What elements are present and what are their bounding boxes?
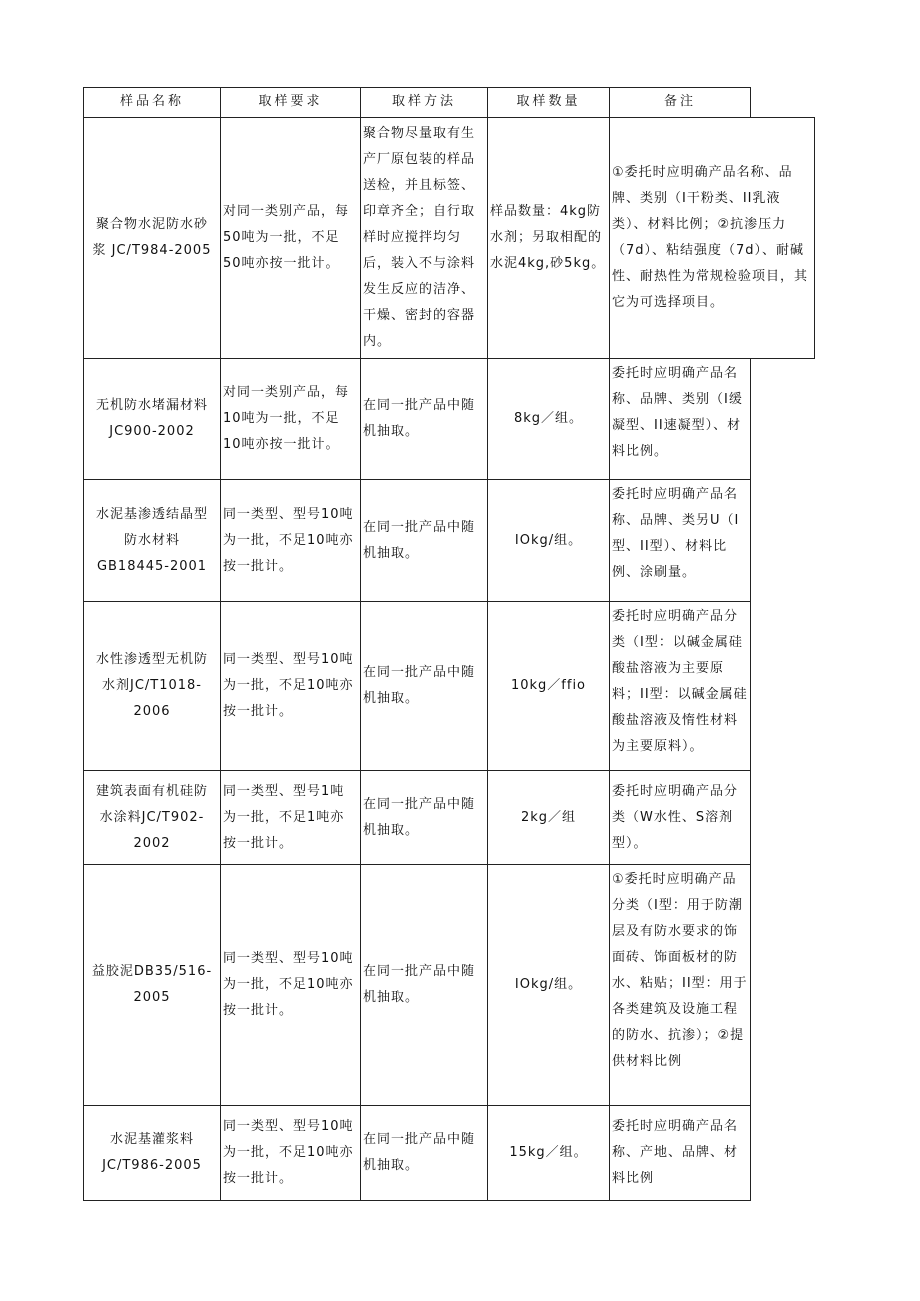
row6-remarks xyxy=(609,864,751,1106)
row2-sample-name-text: 无机防水堵漏材料JC900-2002 xyxy=(95,398,208,439)
row2-requirement-text: 对同一类别产品，每10吨为一批，不足10吨亦按一批计。 xyxy=(223,385,350,452)
header-sampling-requirement: 取样要求 xyxy=(220,87,361,118)
row1-quantity xyxy=(487,117,610,359)
row7-requirement xyxy=(220,1105,361,1201)
row1-method-text: 聚合物尽量取有生产厂原包装的样品送检，并且标签、印章齐全；自行取样时应搅拌均匀后，装入不与涂料发生反应的洁净、干燥、密封的容器内。 xyxy=(363,126,476,349)
row4-sample-name-text: 水性渗透型无机防水剂JC/T1018-2006 xyxy=(95,652,208,719)
row2-sample-name xyxy=(83,358,221,480)
row7-method xyxy=(360,1105,488,1201)
header-sample-name: 样品名称 xyxy=(83,87,221,118)
row1-method xyxy=(360,117,488,359)
row5-requirement xyxy=(220,770,361,865)
row7-method-text: 在同一批产品中随机抽取。 xyxy=(363,1132,476,1173)
row1-sample-name-text: 聚合物水泥防水砂浆 JC/T984-2005 xyxy=(92,217,212,258)
row4-quantity-text: 10kg／ffio xyxy=(510,678,587,693)
row2-method-text: 在同一批产品中随机抽取。 xyxy=(363,398,476,439)
row3-remarks xyxy=(609,479,751,602)
row6-requirement-text: 同一类型、型号10吨为一批，不足10吨亦按一批计。 xyxy=(223,951,354,1018)
row5-remarks xyxy=(609,770,751,865)
row6-method-text: 在同一批产品中随机抽取。 xyxy=(363,964,476,1005)
row6-remarks-text: ①委托时应明确产品分类（I型：用于防潮层及有防水要求的饰面砖、饰面板材的防水、粘贴；II型：用于各类建筑及设施工程的防水、抗渗）；②提供材料比例 xyxy=(612,872,748,1069)
row5-quantity xyxy=(487,770,610,865)
row3-method-text: 在同一批产品中随机抽取。 xyxy=(363,519,476,561)
row6-method xyxy=(360,864,488,1106)
row6-sample-name xyxy=(83,864,221,1106)
row3-requirement-text: 同一类型、型号10吨为一批，不足10吨亦按一批计。 xyxy=(223,506,354,574)
row3-sample-name-text: 水泥基渗透结晶型防水材料GB18445-2001 xyxy=(95,506,208,574)
row2-requirement xyxy=(220,358,361,480)
row4-remarks xyxy=(609,601,751,771)
row5-sample-name-text: 建筑表面有机硅防水涂料JC/T902-2002 xyxy=(95,783,208,851)
row4-sample-name xyxy=(83,601,221,771)
row6-quantity-text: IOkg/组。 xyxy=(514,977,583,992)
row6-requirement xyxy=(220,864,361,1106)
row1-remarks-text: ①委托时应明确产品名称、品牌、类别（I干粉类、II乳液类）、材料比例；②抗渗压力（7d）、粘结强度（7d）、耐碱性、耐热性为常规检验项目，其它为可选择项目。 xyxy=(612,165,809,310)
row5-method-text: 在同一批产品中随机抽取。 xyxy=(363,796,476,838)
header-sampling-method: 取样方法 xyxy=(360,87,488,118)
row4-method-text: 在同一批产品中随机抽取。 xyxy=(363,665,476,706)
row5-remarks-text: 委托时应明确产品分类（W水性、S溶剂型）。 xyxy=(612,783,739,851)
row7-remarks xyxy=(609,1105,751,1201)
header-remarks: 备注 xyxy=(609,87,751,118)
row4-method xyxy=(360,601,488,771)
row7-quantity-text: 15kg／组。 xyxy=(509,1145,588,1160)
row2-method xyxy=(360,358,488,480)
row6-sample-name-text: 益胶泥DB35/516-2005 xyxy=(91,964,213,1005)
row2-quantity-text: 8kg／组。 xyxy=(513,411,584,426)
row4-requirement-text: 同一类型、型号10吨为一批，不足10吨亦按一批计。 xyxy=(223,652,354,719)
row6-quantity xyxy=(487,864,610,1106)
row3-quantity xyxy=(487,479,610,602)
row3-requirement xyxy=(220,479,361,602)
row4-requirement xyxy=(220,601,361,771)
row2-remarks-text: 委托时应明确产品名称、品牌、类别（I缓凝型、II速凝型）、材料比例。 xyxy=(612,366,743,459)
row7-sample-name xyxy=(83,1105,221,1201)
row1-requirement xyxy=(220,117,361,359)
header-sampling-quantity: 取样数量 xyxy=(487,87,610,118)
row4-quantity xyxy=(487,601,610,771)
row7-sample-name-text: 水泥基灌浆料JC/T986-2005 xyxy=(102,1132,202,1173)
row1-quantity-text: 样品数量：4kg防水剂；另取相配的水泥4kg,砂5kg。 xyxy=(490,204,606,271)
row3-quantity-text: IOkg/组。 xyxy=(514,532,583,548)
row5-method xyxy=(360,770,488,865)
row7-quantity xyxy=(487,1105,610,1201)
row2-remarks xyxy=(609,358,751,480)
row5-requirement-text: 同一类型、型号1吨为一批，不足1吨亦按一批计。 xyxy=(223,783,345,851)
row1-remarks xyxy=(609,117,815,359)
row4-remarks-text: 委托时应明确产品分类（I型：以碱金属硅酸盐溶液为主要原料；II型：以碱金属硅酸盐溶液及惰性材料为主要原料）。 xyxy=(612,609,748,754)
row3-remarks-text: 委托时应明确产品名称、品牌、类另U（I型、II型）、材料比例、涂刷量。 xyxy=(612,487,740,580)
row2-quantity xyxy=(487,358,610,480)
row7-remarks-text: 委托时应明确产品名称、产地、品牌、材料比例 xyxy=(612,1119,739,1186)
row5-sample-name xyxy=(83,770,221,865)
row3-sample-name xyxy=(83,479,221,602)
row3-method xyxy=(360,479,488,602)
row5-quantity-text: 2kg／组 xyxy=(520,809,577,825)
row1-sample-name xyxy=(83,117,221,359)
row7-requirement-text: 同一类型、型号10吨为一批，不足10吨亦按一批计。 xyxy=(223,1119,354,1186)
row1-requirement-text: 对同一类别产品，每50吨为一批，不足50吨亦按一批计。 xyxy=(223,204,350,271)
